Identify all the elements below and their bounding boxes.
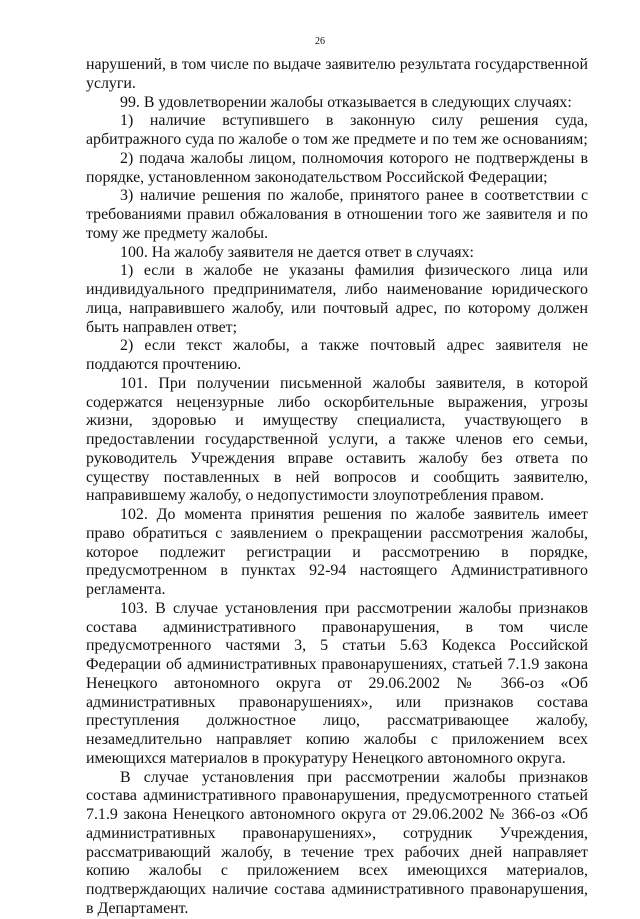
paragraph-continuation: нарушений, в том числе по выдаче заявителю результата государственной услуги. [86,56,588,92]
paragraph-103: 103. В случае установления при рассмотрении жалобы признаков состава административного правонарушения, в том числе предусмотренного частями 3, 5 статьи 5.63 Кодекса Российской Федерации об административных правонарушениях, статьей 7.1.9 закона Ненецкого автономного округа от 29.06.2002 № 366-оз «Об административных правонарушениях», или признаков состава преступления должностное лицо, рассматривающее жалобу, незамедлительно направляет копию жалобы с приложением всех имеющихся материалов в прокуратуру Ненецкого автономного округа. [86,599,588,767]
paragraph-99-item-1: 1) наличие вступившего в законную силу решения суда, арбитражного суда по жалобе о том же предмете и по тем же основаниям; [86,112,588,148]
paragraph-99-item-3: 3) наличие решения по жалобе, принятого ранее в соответствии с требованиями правил обжалования в отношении того же заявителя и по тому же предмету жалобы. [86,187,588,242]
document-body [86,56,588,919]
paragraph-99-item-2: 2) подача жалобы лицом, полномочия которого не подтверждены в порядке, установленном законодательством Российской Федерации; [86,149,588,186]
paragraph-100: 100. На жалобу заявителя не дается ответ в случаях: [120,243,474,261]
paragraph-99: 99. В удовлетворении жалобы отказывается в следующих случаях: [120,93,572,111]
paragraph-103-second: В случае установления при рассмотрении жалобы признаков состава административного правонарушения, предусмотренного статьей 7.1.9 закона Ненецкого автономного округа от 29.06.2002 № 366-оз «Об административных правонарушениях», сотрудник Учреждения, рассматривающий жалобу, в течение трех рабочих дней направляет копию жалобы с приложением всех имеющихся материалов, подтверждающих наличие состава административного правонарушения, в Департамент. [86,768,588,917]
paragraph-100-item-1: 1) если в жалобе не указаны фамилия физического лица или индивидуального предпринимателя, либо наименование юридического лица, направившего жалобу, или почтовый адрес, по которому должен быть направлен ответ; [86,262,588,336]
page-number: 26 [315,36,325,47]
paragraph-102: 102. До момента принятия решения по жалобе заявитель имеет право обратиться с заявлением о прекращении рассмотрения жалобы, которое подлежит регистрации и рассмотрению в порядке, предусмотренном в пунктах 92-94 настоящего Административного регламента. [86,506,588,598]
paragraph-101: 101. При получении письменной жалобы заявителя, в которой содержатся нецензурные либо оскорбительные выражения, угрозы жизни, здоровью и имуществу специалиста, участвующего в предоставлении государственной услуги, а также членов его семьи, руководитель Учреждения вправе оставить жалобу без ответа по существу поставленных в ней вопросов и сообщить заявителю, направившему жалобу, о недопустимости злоупотребления правом. [86,374,588,505]
paragraph-100-item-2: 2) если текст жалобы, а также почтовый адрес заявителя не поддаются прочтению. [86,337,588,373]
